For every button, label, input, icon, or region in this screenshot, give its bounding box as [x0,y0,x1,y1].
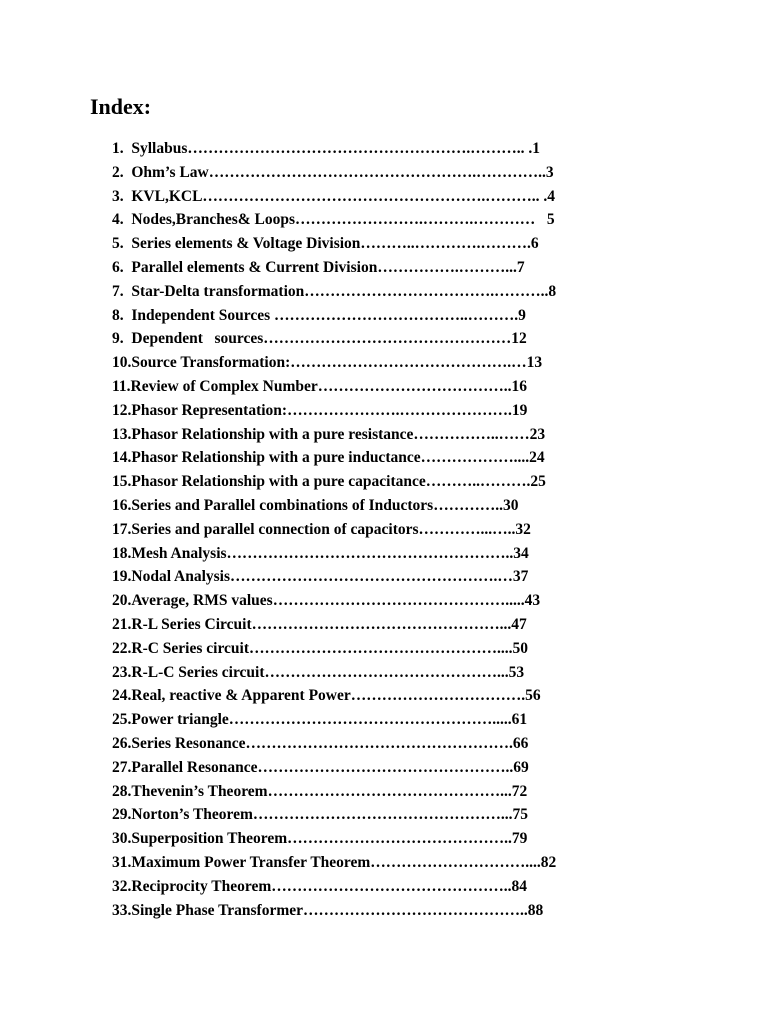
index-list [112,137,672,922]
index-entry: 21.R-L Series Circuit…………………………………………...47 [112,615,527,633]
index-entry: 17.Series and parallel connection of capacitors…………...…..32 [112,520,531,538]
index-entry: 18.Mesh Analysis………………………………………………..34 [112,544,529,562]
index-entry: 31.Maximum Power Transfer Theorem…………………………....82 [112,853,557,871]
index-entry: 2. Ohm’s Law…………………………………………….…………..3 [112,163,554,181]
index-entry: 22.R-C Series circuit…………………………………………....50 [112,639,529,657]
index-title: Index: [90,94,152,119]
index-entry: 11.Review of Complex Number………………………………..16 [112,377,528,395]
index-entry: 24.Real, reactive & Apparent Power…………………………….56 [112,687,541,705]
index-entry: 27.Parallel Resonance…………………………………………..69 [112,758,529,776]
index-entry: 13.Phasor Relationship with a pure resistance……………..……23 [112,425,546,443]
index-entry: 7. Star-Delta transformation……………………………….………..8 [112,282,557,300]
index-entry: 20.Average, RMS values……………………………………….....43 [112,592,541,610]
index-entry: 29.Norton’s Theorem…………………………………………...75 [112,806,529,824]
index-entry: 25.Power triangle…………………………………………….....61 [112,711,528,729]
index-entry: 23.R-L-C Series circuit………………………………………...53 [112,663,525,681]
index-entry: 10.Source Transformation:…………………………………….…13 [112,354,543,372]
index-entry: 16.Series and Parallel combinations of Inductors…………..30 [112,496,519,514]
index-entry: 12.Phasor Representation:………………….………………….19 [112,401,528,419]
index-entry: 3. KVL,KCL……………………………………………….……….. .4 [112,187,556,205]
index-entry: 9. Dependent sources…………………………………………12 [112,330,527,348]
index-entry: 1. Syllabus……………………………………………….……….. .1 [112,140,541,157]
index-entry: 32.Reciprocity Theorem………………………………………..84 [112,877,528,895]
index-entry: 15.Phasor Relationship with a pure capacitance………..……….25 [112,473,546,491]
index-entry: 26.Series Resonance…………………………………………….66 [112,734,529,752]
index-entry: 6. Parallel elements & Current Division…………….………...7 [112,258,525,276]
index-entry: 14.Phasor Relationship with a pure inductance………………....24 [112,449,545,467]
index-entry: 30.Superposition Theorem……………………………………..79 [112,830,528,848]
index-entry: 28.Thevenin’s Theorem………………………………………...72 [112,782,528,800]
index-entry: 5. Series elements & Voltage Division………..………….……….6 [112,235,539,253]
index-entry: 8. Independent Sources ………………………………..……….9 [112,306,526,324]
index-entry: 4. Nodes,Branches& Loops…………………….……….………… 5 [112,211,555,229]
index-entry: 19.Nodal Analysis…………………………………………….…37 [112,568,529,586]
index-entry: 33.Single Phase Transformer……………………………………..88 [112,901,544,919]
